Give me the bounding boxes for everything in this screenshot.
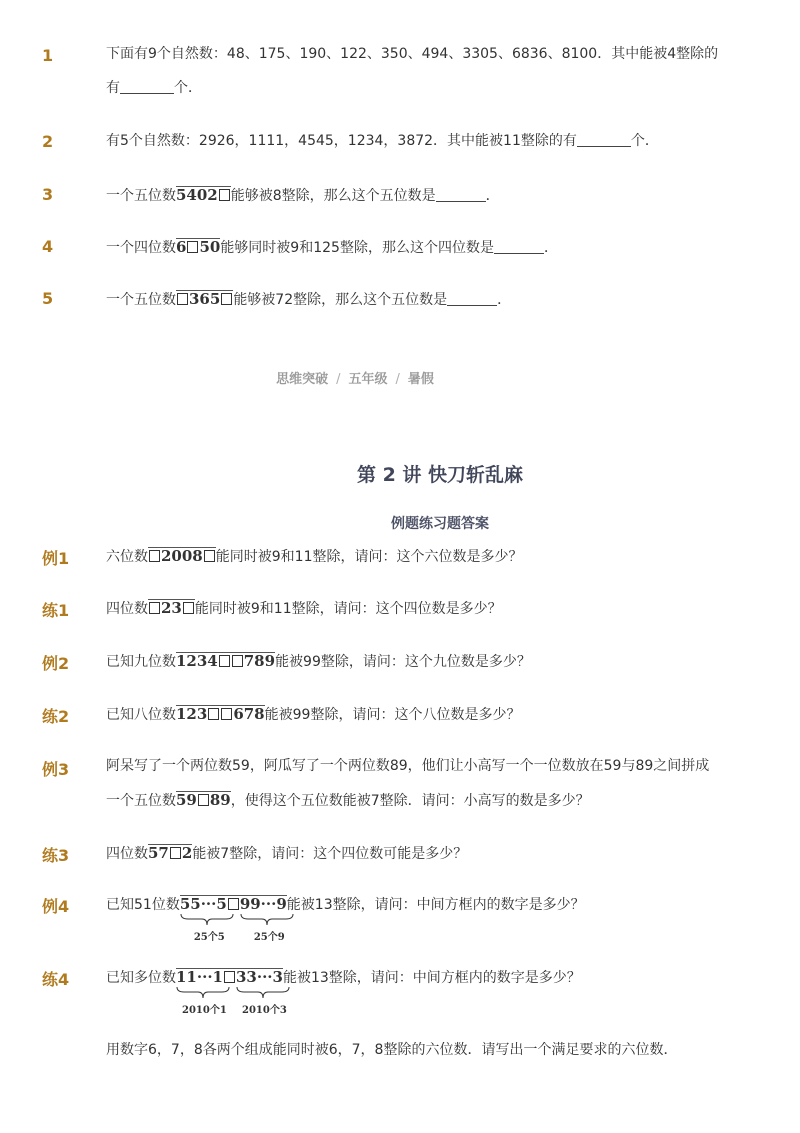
digit-box: [204, 550, 215, 562]
overlined-number: 6 50: [176, 238, 221, 256]
underbrace: [240, 914, 294, 926]
problem-number: 2: [42, 132, 54, 151]
digit-box: [219, 655, 230, 667]
example-text: 已知九位数1234 789能被99整除，请问：这个九位数是多少？: [106, 652, 531, 670]
problem-text: 一个五位数5402 能够被8整除，那么这个五位数是 ．: [106, 186, 500, 204]
example-label: 练2: [42, 707, 70, 726]
overlined-number: [176, 968, 287, 1016]
underbrace: [236, 987, 290, 999]
example-text-cont: 一个五位数59 89，使得这个五位数能被7整除．请问：小高写的数是多少？: [106, 791, 590, 809]
overlined-number: 1234 789: [176, 652, 276, 670]
overlined-number: [179, 895, 287, 943]
example-text: 四位数 23 能同时被9和11整除，请问：这个四位数是多少？: [106, 599, 502, 617]
digit-box: [224, 971, 235, 983]
problem-number: 1: [42, 46, 54, 65]
problem-number: 4: [42, 237, 54, 256]
problem-text: 一个四位数6 50能够同时被9和125整除，那么这个四位数是 ．: [106, 238, 558, 256]
problem-number: 5: [42, 289, 54, 308]
digit-box: [149, 550, 160, 562]
problem-text: 有5个自然数：2926，1111，4545，1234，3872．其中能被11整除的有 个．: [106, 133, 659, 149]
problem-text: 下面有9个自然数：48、175、190、122、350、494、3305、6836、8100．其中能被4整除的: [106, 46, 719, 62]
problem-text-cont: 有 个．: [106, 80, 202, 96]
digit-box: [170, 847, 181, 859]
example-label: 例3: [42, 760, 70, 779]
repeated-digits: 11···1 2010个1: [176, 969, 223, 985]
overlined-number: 59 89: [176, 791, 231, 809]
example-label: 例2: [42, 654, 70, 673]
digit-box: [149, 602, 160, 614]
example-text: 已知51位数55···5 25个5 99···9 25个9 能被13整除，请问：中间方框内的数字是多少？: [106, 895, 585, 943]
digit-box: [177, 293, 188, 305]
overlined-number: 57 2: [148, 844, 193, 862]
repeated-digits: 33···3 2010个3: [236, 969, 283, 985]
underbrace: [180, 914, 234, 926]
answer-blank: [447, 305, 497, 306]
example-text: 六位数 2008 能同时被9和11整除，请问：这个六位数是多少？: [106, 547, 523, 565]
lecture-title: 第 2 讲 快刀斩乱麻: [356, 464, 524, 486]
problem-number: 3: [42, 185, 54, 204]
digit-box: [219, 189, 230, 201]
answer-blank: [120, 93, 174, 94]
overlined-number: 365: [176, 290, 233, 307]
problem-text: 一个五位数 365 能够被72整除，那么这个五位数是 ．: [106, 290, 512, 308]
example-label: 例4: [42, 897, 70, 916]
example-text: 阿呆写了一个两位数59，阿瓜写了一个两位数89，他们让小高写一个一位数放在59与89之间拼成: [106, 758, 710, 774]
example-text: 四位数57 2能被7整除，请问：这个四位数可能是多少？: [106, 844, 468, 862]
repeated-digits: 99···9 25个9: [240, 896, 287, 912]
page-footer: 思维突破 / 五年级 / 暑假: [276, 372, 434, 387]
example-label: 练1: [42, 601, 70, 620]
example-text: 已知多位数11···1 2010个1 33···3 2010个3 能被13整除，请问：中间方框内的数字是多少？: [106, 968, 581, 1016]
digit-box: [183, 602, 194, 614]
answer-blank: [494, 253, 544, 254]
underbrace: [176, 987, 230, 999]
overlined-number: 2008: [148, 547, 216, 564]
example-label: 练4: [42, 970, 70, 989]
final-question: 用数字6，7，8各两个组成能同时被6，7，8整除的六位数．请写出一个满足要求的六位数．: [106, 1042, 678, 1058]
digit-box: [228, 898, 239, 910]
digit-box: [232, 655, 243, 667]
overlined-number: 123 678: [176, 705, 265, 723]
digit-box: [221, 708, 232, 720]
example-text: 已知八位数123 678能被99整除，请问：这个八位数是多少？: [106, 705, 521, 723]
answer-blank: [577, 146, 631, 147]
example-label: 例1: [42, 549, 70, 568]
digit-box: [187, 241, 198, 253]
answer-blank: [436, 201, 486, 202]
digit-box: [221, 293, 232, 305]
overlined-number: 23: [148, 599, 195, 616]
digit-box: [208, 708, 219, 720]
overlined-number: 5402: [176, 186, 231, 203]
example-label: 练3: [42, 846, 70, 865]
repeated-digits: 55···5 25个5: [180, 896, 227, 912]
section-subtitle: 例题练习题答案: [391, 516, 489, 532]
digit-box: [198, 794, 209, 806]
